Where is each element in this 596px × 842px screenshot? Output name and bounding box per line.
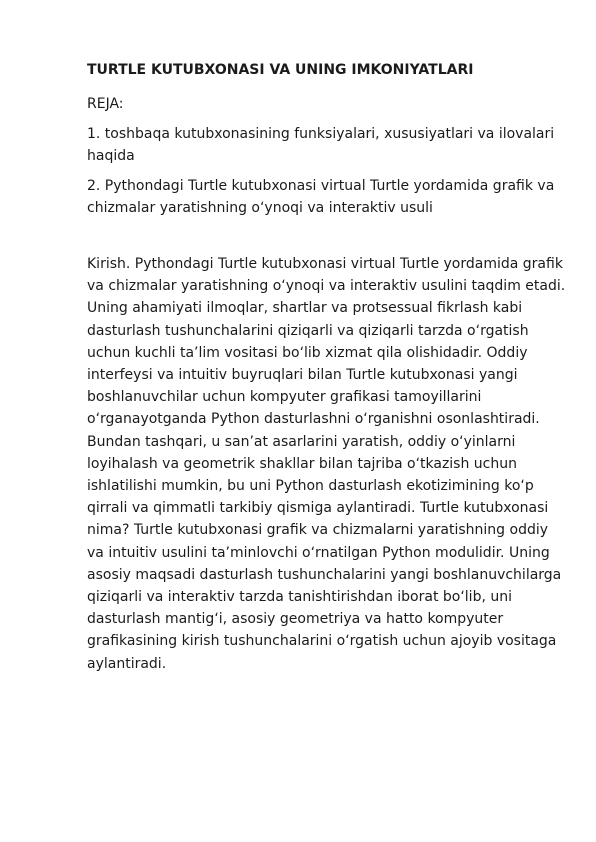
section-spacer <box>87 227 567 253</box>
plan-item-1: 1. toshbaqa kutubxonasining funksiyalari, xususiyatlari va ilovalari haqida <box>87 126 555 164</box>
plan-heading: REJA: <box>87 96 124 112</box>
plan-item-2: 2. Pythondagi Turtle kutubxonasi virtual Turtle yordamida grafik va chizmalar yaratishning o‘ynoqi va interaktiv usuli <box>87 178 555 216</box>
document-page <box>87 60 567 675</box>
body-paragraph: Kirish. Pythondagi Turtle kutubxonasi virtual Turtle yordamida grafik va chizmalar yaratishning o‘ynoqi va interaktiv usulini taqdim etadi. Uning ahamiyati ilmoqlar, shartlar va protsessual fikrlash kabi dasturlash tushunchalarini qiziqarli va qiziqarli tarzda o‘rgatish uchun kuchli ta’lim vositasi bo‘lib xizmat qila olishidadir. Oddiy interfeysi va intuitiv buyruqlari bilan Turtle kutubxonasi yangi boshlanuvchilar uchun kompyuter grafikasi tamoyillarini o‘rganayotganda Python dasturlashni o‘rganishni osonlashtiradi. Bundan tashqari, u san’at asarlarini yaratish, oddiy o‘yinlarni loyihalash va geometrik shakllar bilan tajriba o‘tkazish uchun ishlatilishi mumkin, bu uni Python dasturlash ekotizimining ko‘p qirrali va qimmatli tarkibiy qismiga aylantiradi. Turtle kutubxonasi nima? Turtle kutubxonasi grafik va chizmalarni yaratishning oddiy va intuitiv usulini ta’minlovchi o‘rnatilgan Python modulidir. Uning asosiy maqsadi dasturlash tushunchalarini yangi boshlanuvchilarga qiziqarli va interaktiv tarzda tanishtirishdan iborat bo‘lib, uni dasturlash mantig‘i, asosiy geometriya va hatto kompyuter grafikasining kirish tushunchalarini o‘rgatish uchun ajoyib vositaga aylantiradi. <box>87 256 566 672</box>
document-title: TURTLE KUTUBXONASI VA UNING IMKONIYATLARI <box>87 62 474 78</box>
